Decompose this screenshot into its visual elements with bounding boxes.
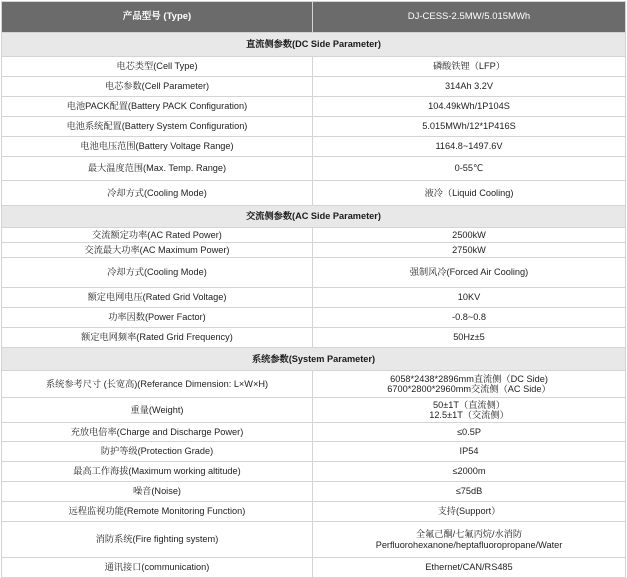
- table-row: [2, 462, 626, 482]
- param-value: 2750kW: [313, 243, 626, 258]
- param-value: 强制风冷(Forced Air Cooling): [313, 258, 626, 288]
- param-label: 电芯类型(Cell Type): [2, 57, 313, 77]
- param-value: [313, 371, 626, 398]
- param-value: [313, 522, 626, 558]
- param-value: ≤2000m: [313, 462, 626, 482]
- table-row: [2, 522, 626, 558]
- param-label: 最高工作海拔(Maximum working altitude): [2, 462, 313, 482]
- table-row: [2, 97, 626, 117]
- section-title: 直流侧参数(DC Side Parameter): [2, 33, 626, 57]
- table-row: [2, 308, 626, 328]
- value-line: 全氟己酮/七氟丙烷/水消防: [415, 529, 523, 539]
- param-value: 0-55℃: [313, 157, 626, 181]
- table-row: [2, 398, 626, 423]
- section-title: 交流侧参数(AC Side Parameter): [2, 206, 626, 228]
- table-row: [2, 442, 626, 462]
- param-value: 液冷（Liquid Cooling): [313, 181, 626, 206]
- table-row: [2, 228, 626, 243]
- param-label: 冷却方式(Cooling Mode): [2, 181, 313, 206]
- param-label: 充放电倍率(Charge and Discharge Power): [2, 423, 313, 442]
- section-header-dc: [2, 33, 626, 57]
- param-value: ≤75dB: [313, 482, 626, 502]
- section-title: 系统参数(System Parameter): [2, 348, 626, 371]
- section-header-ac: [2, 206, 626, 228]
- param-label: 通讯接口(communication): [2, 558, 313, 578]
- param-label: 最大温度范围(Max. Temp. Range): [2, 157, 313, 181]
- param-label: 重量(Weight): [2, 398, 313, 423]
- param-value: [313, 398, 626, 423]
- param-label: 远程监视功能(Remote Monitoring Function): [2, 502, 313, 522]
- table-row: [2, 328, 626, 348]
- value-line: 6058*2438*2896mm直流侧（DC Side): [390, 373, 548, 384]
- table-row: [2, 371, 626, 398]
- table-row: [2, 482, 626, 502]
- param-value: -0.8~0.8: [313, 308, 626, 328]
- table-row: [2, 288, 626, 308]
- param-value: 磷酸铁锂（LFP）: [313, 57, 626, 77]
- param-value: 支持(Support）: [313, 502, 626, 522]
- table-row: [2, 157, 626, 181]
- param-label: 交流最大功率(AC Maximum Power): [2, 243, 313, 258]
- param-value: 10KV: [313, 288, 626, 308]
- param-value: 104.49kWh/1P104S: [313, 97, 626, 117]
- table-row: [2, 181, 626, 206]
- param-value: ≤0.5P: [313, 423, 626, 442]
- table-row: [2, 502, 626, 522]
- value-line: 12.5±1T（交流侧）: [429, 410, 509, 420]
- header-row: [2, 2, 626, 33]
- table-row: [2, 57, 626, 77]
- param-value: 314Ah 3.2V: [313, 77, 626, 97]
- param-label: 电池系统配置(Battery System Configuration): [2, 117, 313, 137]
- param-label: 冷却方式(Cooling Mode): [2, 258, 313, 288]
- table-row: [2, 423, 626, 442]
- type-label: 产品型号 (Type): [2, 2, 313, 33]
- value-line: 6700*2800*2960mm交流侧（AC Side）: [387, 384, 551, 394]
- table-row: [2, 243, 626, 258]
- value-line: 50±1T（直流侧）: [433, 399, 505, 410]
- table-row: [2, 117, 626, 137]
- param-label: 消防系统(Fire fighting system): [2, 522, 313, 558]
- param-label: 电池PACK配置(Battery PACK Configuration): [2, 97, 313, 117]
- param-label: 功率因数(Power Factor): [2, 308, 313, 328]
- param-value: 50Hz±5: [313, 328, 626, 348]
- table-row: [2, 558, 626, 578]
- value-line: Perfluorohexanone/heptafluoropropane/Water: [375, 539, 563, 550]
- param-label: 电芯参数(Cell Parameter): [2, 77, 313, 97]
- param-value: IP54: [313, 442, 626, 462]
- table-row: [2, 137, 626, 157]
- table-row: [2, 77, 626, 97]
- spec-table: [1, 1, 626, 578]
- type-value: DJ-CESS-2.5MW/5.015MWh: [313, 2, 626, 33]
- param-label: 额定电网频率(Rated Grid Frequency): [2, 328, 313, 348]
- section-header-system: [2, 348, 626, 371]
- param-value: 5.015MWh/12*1P416S: [313, 117, 626, 137]
- param-value: 1164.8~1497.6V: [313, 137, 626, 157]
- param-label: 交流额定功率(AC Rated Power): [2, 228, 313, 243]
- param-label: 电池电压范围(Battery Voltage Range): [2, 137, 313, 157]
- param-label: 系统参考尺寸 (长宽高)(Referance Dimension: L×W×H): [2, 371, 313, 398]
- param-label: 噪音(Noise): [2, 482, 313, 502]
- param-label: 防护等级(Protection Grade): [2, 442, 313, 462]
- param-value: 2500kW: [313, 228, 626, 243]
- param-label: 额定电网电压(Rated Grid Voltage): [2, 288, 313, 308]
- param-value: Ethernet/CAN/RS485: [313, 558, 626, 578]
- table-row: [2, 258, 626, 288]
